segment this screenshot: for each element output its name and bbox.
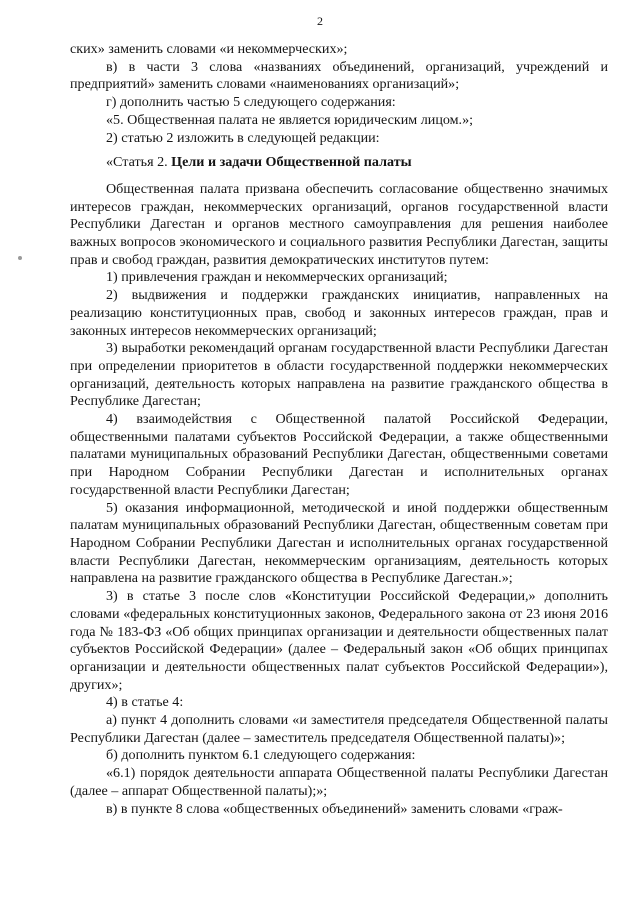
paragraph: г) дополнить частью 5 следующего содержания:: [106, 94, 396, 111]
list-item: 5) оказания информационной, методической и иной поддержки общественным палатам муниципальных образований Республики Дагестан, общественным советам при Народном Собрании Республики Дагестан и исполнительных органах государственной власти Республики Дагестан, некоммерческим организациям, деятельность которых направлена на развитие гражданского общества в Республике Дагестан.»;: [70, 499, 608, 587]
list-item: 3) выработки рекомендаций органам государственной власти Республики Дагестан при определении приоритетов в области государственной поддержки некоммерческих организаций, деятельность которых направлена на развитие гражданского общества в Республике Дагестан;: [70, 340, 608, 410]
paragraph: а) пункт 4 дополнить словами «и заместителя председателя Общественной палаты Республики Дагестан (далее – заместитель председателя Общественной палаты)»;: [70, 712, 608, 746]
paragraph: в) в пункте 8 слова «общественных объединений» заменить словами «граж-: [106, 800, 563, 817]
document-body: [70, 41, 608, 818]
scan-mark: [18, 256, 22, 260]
list-item: 2) выдвижения и поддержки гражданских инициатив, направленных на реализацию конституционных прав, свобод и законных интересов граждан, прав и законных интересов некоммерческих организаций;: [70, 287, 608, 339]
article-heading-title: Цели и задачи Общественной палаты: [171, 154, 412, 171]
paragraph: в) в части 3 слова «названиях объединений, организаций, учреждений и предприятий» заменить словами «наименованиях организаций»;: [70, 58, 608, 93]
paragraph: «6.1) порядок деятельности аппарата Общественной палаты Республики Дагестан (далее – аппарат Общественной палаты);»;: [70, 765, 608, 799]
paragraph: «5. Общественная палата не является юридическим лицом.»;: [106, 111, 474, 128]
paragraph: 4) в статье 4:: [106, 694, 184, 711]
paragraph: 2) статью 2 изложить в следующей редакции:: [106, 129, 380, 146]
article-heading: [70, 154, 608, 172]
list-item: 4) взаимодействия с Общественной палатой Российской Федерации, общественными палатами субъектов Российской Федерации, а также общественными палатами муниципальных образований Республики Дагестан, общественными советами при Народном Собрании Республики Дагестан и исполнительных органах государственной власти Республики Дагестан;: [70, 411, 608, 498]
article-heading-prefix: «Статья 2.: [106, 154, 172, 171]
page-number: 2: [317, 14, 323, 28]
paragraph: Общественная палата призвана обеспечить согласование общественно значимых интересов граждан, некоммерческих организаций, органов государственной власти Республики Дагестан и органов местного самоуправления для решения наиболее важных вопросов экономического и социального развития Республики Дагестан, защиты прав и свобод граждан, развития демократических институтов путем:: [70, 180, 608, 268]
paragraph-continuation: ских» заменить словами «и некоммерческих»;: [70, 41, 348, 57]
list-item: 1) привлечения граждан и некоммерческих организаций;: [106, 269, 448, 286]
paragraph: 3) в статье 3 после слов «Конституции Российской Федерации,» дополнить словами «федеральных конституционных законов, Федерального закона от 23 июня 2016 года № 183-ФЗ «Об общих принципах организации и деятельности общественных палат субъектов Российской Федерации» (далее – Федеральный закон «Об общих принципах организации и деятельности общественных палат субъектов Российской Федерации»), других»;: [70, 588, 608, 693]
paragraph: б) дополнить пунктом 6.1 следующего содержания:: [106, 747, 416, 764]
